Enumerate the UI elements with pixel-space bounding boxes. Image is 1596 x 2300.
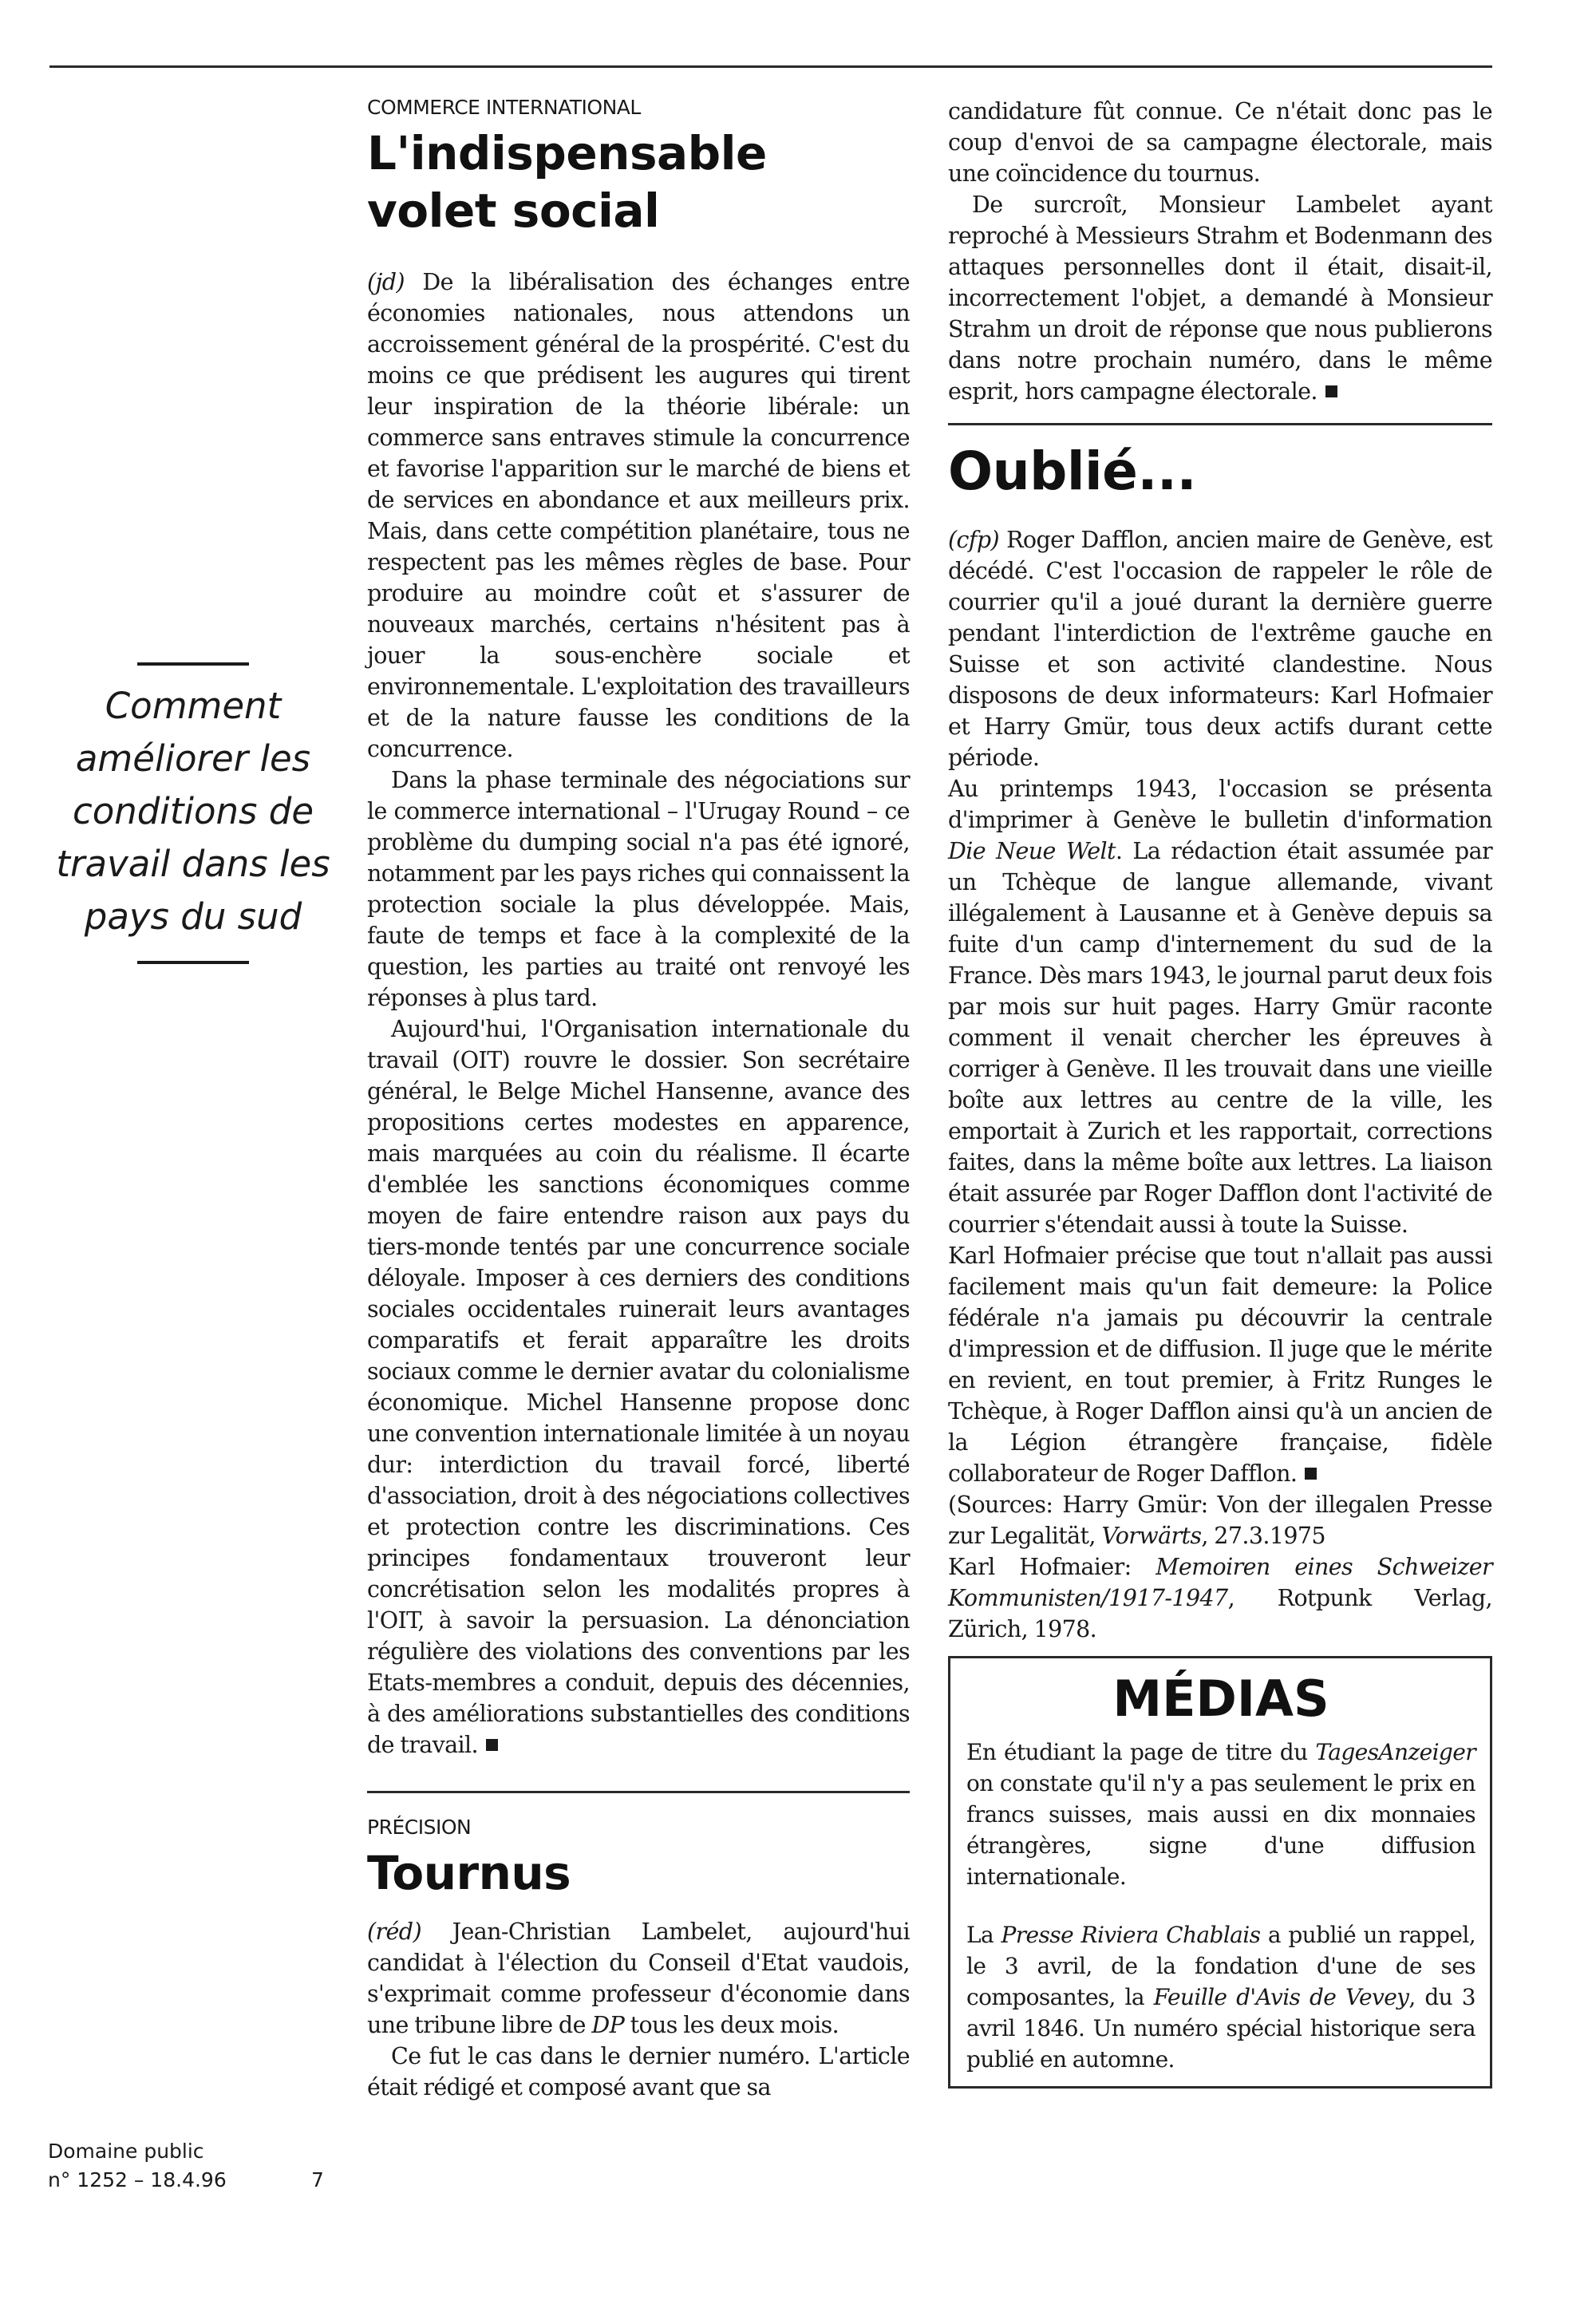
end-mark-icon	[1305, 1468, 1317, 1480]
end-mark-icon	[486, 1739, 498, 1751]
article-tournus-paragraph-2: Ce fut le cas dans le dernier numéro. L'article était rédigé et composé avant que sa	[367, 2043, 910, 2100]
article-tournus	[367, 1816, 910, 2103]
article-oublie-title: Oublié...	[948, 441, 1197, 502]
article-oublie-paragraph-3: Karl Hofmaier précise que tout n'allait pas aussi facilement mais qu'un fait demeure: la Police fédérale n'a jamais pu découvrir la centrale d'impression et de diffusion. Il juge que le mérite en revient, en tout premier, à Fritz Runges le Tchèque, à Roger Dafflon ainsi qu'à un ancien de la Légion étrangère française, fidèle collaborateur de Roger Dafflon.	[948, 1243, 1492, 1487]
article-commerce-kicker: COMMERCE INTERNATIONAL	[367, 96, 641, 119]
article-commerce-title: L'indispensable volet social	[367, 126, 767, 238]
article-tournus-continued	[948, 96, 1492, 407]
column-2	[948, 96, 1492, 2089]
author-initials: (cfp)	[948, 527, 999, 553]
article-commerce-paragraph-1: (jd) De la libéralisation des échanges entre économies nationales, nous attendons un accroissement général de la prospérité. C'est du moins ce que prédisent les augures qui tirent leur inspiration de la théorie libérale: un commerce sans entraves stimule la concurrence et favorise l'apparition sur le marché de biens et de services en abondance et aux meilleurs prix. Mais, dans cette compétition planétaire, tous ne respectent pas les mêmes règles de base. Pour produire au moindre coût et s'assurer de nouveaux marchés, certains n'hésitent pas à jouer la sous-enchère sociale et environnementale. L'exploitation des travailleurs et de la nature fausse les conditions de la concurrence.	[367, 269, 910, 762]
pull-quote	[49, 662, 337, 964]
article-tournus-paragraph-1: (réd) Jean-Christian Lambelet, aujourd'hui candidat à l'élection du Conseil d'Etat vaudois, s'exprimait comme professeur d'économie dans une tribune libre de DP tous les deux mois.	[367, 1919, 911, 2038]
article-oublie-paragraph-2: Au printemps 1943, l'occasion se présenta d'imprimer à Genève le bulletin d'information Die Neue Welt. La rédaction était assumée par un Tchèque de langue allemande, vivant illégalement à Lausanne et à Genève depuis sa fuite d'un camp d'internement du sud de la France. Dès mars 1943, le journal parut deux fois par mois sur huit pages. Harry Gmür raconte comment il venait chercher les épreuves à corriger à Genève. Il les trouvait dans une vieille boîte aux lettres au centre de la ville, les emportait à Zurich et les rapportait, corrections faites, dans la même boîte aux lettres. La liaison était assurée par Roger Dafflon dont l'activité de courrier s'étendait aussi à toute la Suisse.	[948, 776, 1492, 1238]
article-oublie	[948, 440, 1492, 1645]
article-commerce-paragraph-2: Dans la phase terminale des négociations sur le commerce international – l'Urugay Round – ce problème du dumping social n'a pas été ignoré, notamment par les pays riches qui connaissent la protection sociale la plus développée. Mais, faute de temps et face à la complexité de la question, les parties au traité ont renvoyé les réponses à plus tard.	[367, 767, 910, 1011]
article-commerce-paragraph-3: Aujourd'hui, l'Organisation internationale du travail (OIT) rouvre le dossier. Son secrétaire général, le Belge Michel Hansenne, avance des propositions certes modestes en apparence, mais marquées au coin du réalisme. Il écarte d'emblée les sanctions économiques comme moyen de faire entendre raison aux pays du tiers-monde tentés par une concurrence sociale déloyale. Imposer à ces derniers des conditions sociales occidentales ruinerait leurs avantages comparatifs et ferait apparaître les droits sociaux comme le dernier avatar du colonialisme économique. Michel Hansenne propose donc une convention internationale limitée à un noyau dur: interdiction du travail forcé, liberté d'association, droit à des négociations collectives et protection contre les discriminations. Ces principes fondamentaux trouveront leur concrétisation selon les modalités propres à l'OIT, à savoir la persuasion. La dénonciation régulière des violations des conventions par les Etats-membres a conduit, depuis des décennies, à des améliorations substantielles des conditions de travail.	[367, 1016, 910, 1758]
section-divider	[367, 1791, 910, 1793]
article-tournus-paragraph-2-cont: candidature fût connue. Ce n'était donc pas le coup d'envoi de sa campagne électorale, mais une coïncidence du tournus.	[948, 98, 1492, 187]
column-1	[367, 96, 910, 2103]
article-oublie-paragraph-1: (cfp) Roger Dafflon, ancien maire de Genève, est décédé. C'est l'occasion de rappeler le rôle de courrier qu'il a joué durant la dernière guerre pendant l'interdiction de l'extrême gauche en Suisse et son activité clandestine. Nous disposons de deux informateurs: Karl Hofmaier et Harry Gmür, tous deux actifs durant cette période.	[948, 527, 1492, 771]
top-rule	[49, 65, 1492, 68]
medias-box	[948, 1656, 1492, 2089]
issue-info: n° 1252 – 18.4.96	[48, 2168, 227, 2191]
section-divider	[948, 423, 1492, 425]
article-oublie-source-2: Karl Hofmaier: Memoiren eines Schweizer Kommunisten/1917-1947, Rotpunk Verlag, Zürich, 1978.	[948, 1554, 1492, 1642]
publication-name: Domaine public	[48, 2140, 204, 2163]
medias-title: MÉDIAS	[1112, 1670, 1329, 1728]
article-tournus-kicker: PRÉCISION	[367, 1816, 472, 1839]
medias-paragraph-2: La Presse Riviera Chablais a publié un rappel, le 3 avril, de la fondation d'une de ses composantes, la Feuille d'Avis de Vevey, du 3 avril 1846. Un numéro spécial historique sera publié en automne.	[966, 1922, 1476, 2073]
pull-quote-bottom-bar	[137, 961, 249, 964]
article-tournus-title: Tournus	[367, 1846, 571, 1900]
page-footer	[48, 2137, 324, 2195]
medias-paragraph-1: En étudiant la page de titre du TagesAnzeiger on constate qu'il n'y a pas seulement le prix en francs suisses, mais aussi en dix monnaies étrangères, signe d'une diffusion internationale.	[966, 1739, 1476, 1890]
author-initials: (réd)	[367, 1919, 421, 1945]
article-commerce	[367, 96, 910, 1761]
article-oublie-source-1: (Sources: Harry Gmür: Von der illegalen Presse zur Legalität, Vorwärts, 27.3.1975	[948, 1492, 1492, 1549]
pull-quote-top-bar	[137, 662, 249, 666]
article-tournus-paragraph-3: De surcroît, Monsieur Lambelet ayant reproché à Messieurs Strahm et Bodenmann des attaques personnelles dont il était, disait-il, incorrectement l'objet, a demandé à Monsieur Strahm un droit de réponse que nous publierons dans notre prochain numéro, dans le même esprit, hors campagne électorale.	[948, 192, 1492, 405]
page-number: 7	[311, 2168, 324, 2191]
end-mark-icon	[1325, 385, 1337, 397]
pull-quote-text: Comment améliorer les conditions de travail dans les pays du sud	[56, 685, 330, 938]
author-initials: (jd)	[367, 269, 405, 295]
